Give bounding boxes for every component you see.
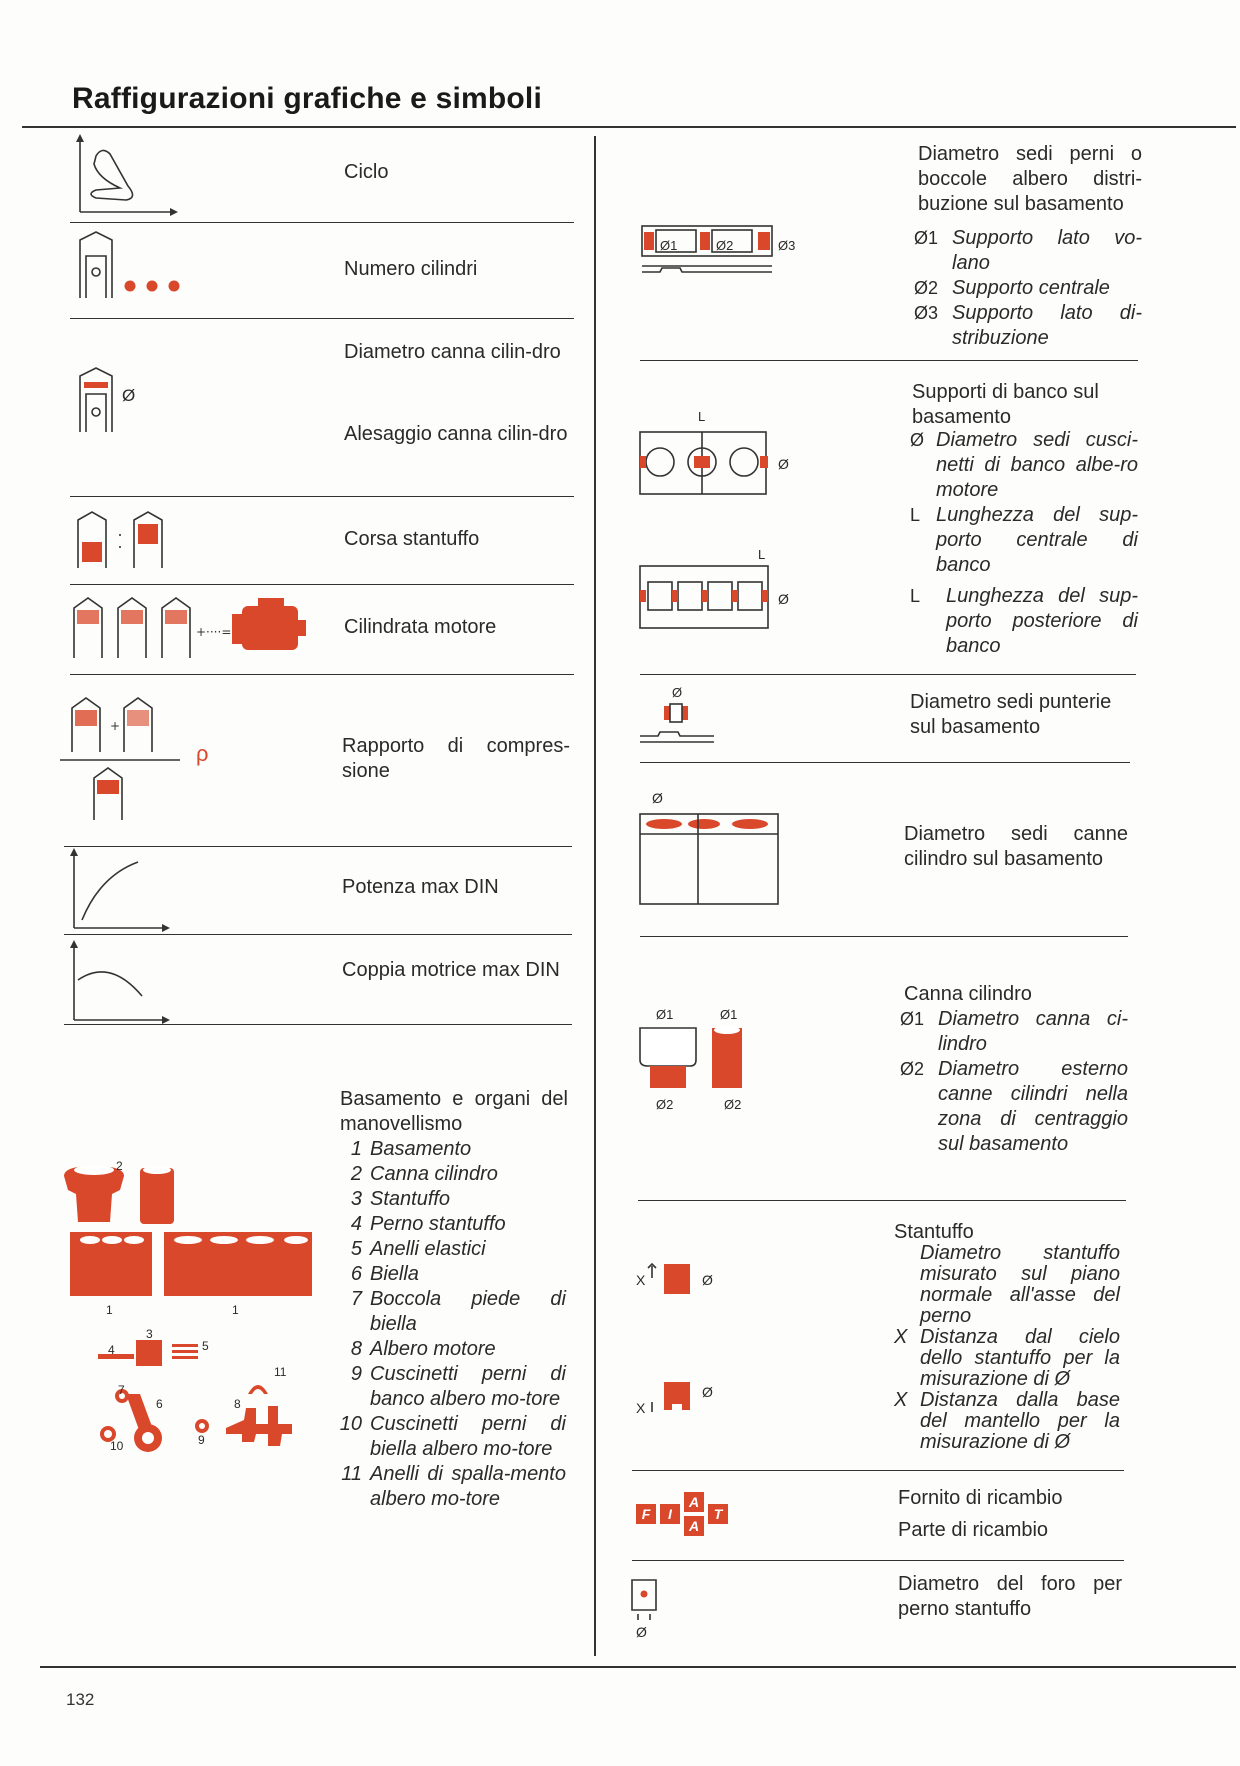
list-item: 10 Cuscinetti perni di biella albero mo-tore xyxy=(339,1413,566,1460)
cylinder-bore-icon xyxy=(78,368,148,436)
separator xyxy=(64,1024,572,1025)
canna-list xyxy=(900,1007,1128,1157)
phi1-label: Ø1 xyxy=(660,238,678,253)
entry-ciclo: Ciclo xyxy=(344,161,389,183)
phi2-label: Ø2 xyxy=(724,1097,742,1112)
X-label: X xyxy=(636,1272,646,1288)
list-item: 1 Basamento xyxy=(350,1138,472,1160)
list-item: L Lunghezza del sup-porto centrale di banco xyxy=(910,504,1138,576)
supporti-heading: Supporti di banco sul basamento xyxy=(912,381,1099,428)
fiat-letter: A xyxy=(684,1516,704,1536)
separator xyxy=(640,360,1138,361)
entry-rapporto: Rapporto di compres-sione xyxy=(342,735,570,782)
list-item: Ø1 Supporto lato vo-lano xyxy=(914,227,1142,274)
canne-basamento-heading: Diametro sedi canne cilindro sul basamento xyxy=(904,823,1128,870)
page-title: Raffigurazioni grafiche e simboli xyxy=(72,82,543,115)
phi-label: Ø xyxy=(636,1624,647,1640)
phi-label: Ø xyxy=(672,685,683,700)
entry-corsa: Corsa stantuffo xyxy=(344,528,480,550)
separator xyxy=(640,674,1136,675)
basamento-list xyxy=(332,1137,566,1512)
list-item: Ø1 Diametro canna ci-lindro xyxy=(900,1008,1128,1055)
stantuffo-heading: Stantuffo xyxy=(894,1221,974,1243)
separator xyxy=(64,846,572,847)
column-divider xyxy=(594,136,596,1656)
bore-phi-symbol: Ø xyxy=(122,386,136,405)
phi1-label: Ø1 xyxy=(656,1007,674,1022)
separator xyxy=(64,934,572,935)
torque-curve-icon xyxy=(70,940,170,1024)
list-item: 3 Stantuffo xyxy=(350,1188,451,1210)
separator xyxy=(70,222,574,223)
phi-label: Ø xyxy=(778,456,789,472)
L-label: L xyxy=(698,409,706,424)
page-number: 132 xyxy=(66,1690,95,1709)
separator xyxy=(632,1560,1124,1561)
stantuffo-list xyxy=(894,1243,1120,1453)
separator xyxy=(70,318,574,319)
distribuzione-heading: Diametro sedi perni o boccole albero distri-buzione sul basamento xyxy=(918,143,1142,215)
displacement-icon xyxy=(72,596,312,660)
list-item: 6 Biella xyxy=(350,1263,419,1285)
supporti-list xyxy=(910,428,1138,659)
engine-block-parts-illustration xyxy=(58,1156,318,1456)
phi-label: Ø xyxy=(702,1272,713,1288)
entry-diametro-canna: Diametro canna cilin-dro xyxy=(344,341,561,363)
list-item: 9 Cuscinetti perni di banco albero mo-tore xyxy=(350,1363,566,1410)
entry-coppia: Coppia motrice max DIN xyxy=(342,959,560,981)
fig-num: 1 xyxy=(106,1303,113,1317)
piston-pin-bore-icon xyxy=(628,1574,668,1640)
canna-heading: Canna cilindro xyxy=(904,983,1032,1005)
separator xyxy=(640,936,1128,937)
distribuzione-list xyxy=(914,226,1142,351)
list-item: Ø2 Supporto centrale xyxy=(914,277,1110,299)
fiat-letter: F xyxy=(636,1504,656,1524)
list-item: Ø Diametro sedi cusci-netti di banco albe-ro motore xyxy=(910,429,1138,501)
list-item: 5 Anelli elastici xyxy=(350,1238,486,1260)
L-label: L xyxy=(758,547,766,562)
fiat-letter: I xyxy=(660,1504,680,1524)
phi-label: Ø xyxy=(652,790,663,806)
main-bearings-icon-2 xyxy=(638,560,788,640)
separator xyxy=(638,1200,1126,1201)
fig-num: 6 xyxy=(156,1397,163,1411)
phi2-label: Ø2 xyxy=(716,238,734,253)
list-item: Ø3 Supporto lato di-stribuzione xyxy=(914,302,1142,349)
svg-text:+: + xyxy=(110,719,121,733)
list-item: X Distanza dalla base del mantello per la misurazione di Ø xyxy=(894,1389,1120,1453)
entry-cilindrata: Cilindrata motore xyxy=(344,616,497,638)
list-item: 4 Perno stantuffo xyxy=(350,1213,506,1235)
entry-alesaggio: Alesaggio canna cilin-dro xyxy=(344,423,568,445)
rho-symbol: ρ xyxy=(196,741,209,766)
list-item: X Distanza dal cielo dello stantuffo per la misurazione di Ø xyxy=(894,1326,1120,1390)
phi-label: Ø xyxy=(778,591,789,607)
list-item: L Lunghezza del sup-porto posteriore di banco xyxy=(910,585,1138,657)
fig-num: 8 xyxy=(234,1397,241,1411)
list-item: Diametro stantuffo misurato sul piano normale all'asse del perno xyxy=(920,1242,1120,1327)
cycle-graph-icon xyxy=(74,134,174,216)
fiat-logo xyxy=(636,1492,730,1538)
separator xyxy=(70,674,574,675)
entry-numero-cilindri: Numero cilindri xyxy=(344,258,478,280)
separator xyxy=(70,496,574,497)
cylinder-count-icon xyxy=(78,232,188,302)
cylinder-seats-icon xyxy=(638,808,788,908)
list-item: 7 Boccola piede di biella xyxy=(350,1288,566,1335)
punterie-heading: Diametro sedi punterie sul basamento xyxy=(910,691,1112,738)
main-bearings-icon-1 xyxy=(638,414,788,500)
power-curve-icon xyxy=(70,848,170,932)
piston-stroke-icon xyxy=(76,510,176,570)
separator xyxy=(640,762,1130,763)
fig-num: 10 xyxy=(110,1439,124,1453)
title-rule xyxy=(22,126,1236,128)
phi2-label: Ø2 xyxy=(656,1097,674,1112)
svg-text:+····=: +····= xyxy=(196,625,232,639)
fig-num: 5 xyxy=(202,1339,209,1353)
fig-num: 9 xyxy=(198,1433,205,1447)
list-item: Ø2 Diametro esterno canne cilindri nella zona di centraggio sul basamento xyxy=(900,1058,1128,1155)
fiat-letter: A xyxy=(684,1492,704,1512)
phi-label: Ø xyxy=(702,1384,713,1400)
foro-perno-heading: Diametro del foro per perno stantuffo xyxy=(898,1573,1122,1620)
phi1-label: Ø1 xyxy=(720,1007,738,1022)
list-item: 11 Anelli di spalla-mento albero mo-tore xyxy=(341,1463,566,1510)
fig-num: 11 xyxy=(274,1365,287,1379)
basamento-heading: Basamento e organi del manovellismo xyxy=(340,1088,568,1135)
separator xyxy=(70,584,574,585)
ricambio-line1: Fornito di ricambio xyxy=(898,1487,1063,1509)
fig-num: 2 xyxy=(116,1159,123,1173)
list-item: 8 Albero motore xyxy=(350,1338,496,1360)
separator xyxy=(632,1470,1124,1471)
ricambio-line2: Parte di ricambio xyxy=(898,1519,1049,1541)
bottom-rule xyxy=(40,1666,1236,1668)
fiat-letter: T xyxy=(708,1504,728,1524)
list-item: 2 Canna cilindro xyxy=(350,1163,498,1185)
phi3-label: Ø3 xyxy=(778,238,796,253)
entry-potenza: Potenza max DIN xyxy=(342,876,499,898)
fig-num: 1 xyxy=(232,1303,239,1317)
fig-num: 3 xyxy=(146,1327,153,1341)
fig-num: 7 xyxy=(118,1383,125,1397)
X-label: X xyxy=(636,1400,646,1416)
fig-num: 4 xyxy=(108,1343,115,1357)
